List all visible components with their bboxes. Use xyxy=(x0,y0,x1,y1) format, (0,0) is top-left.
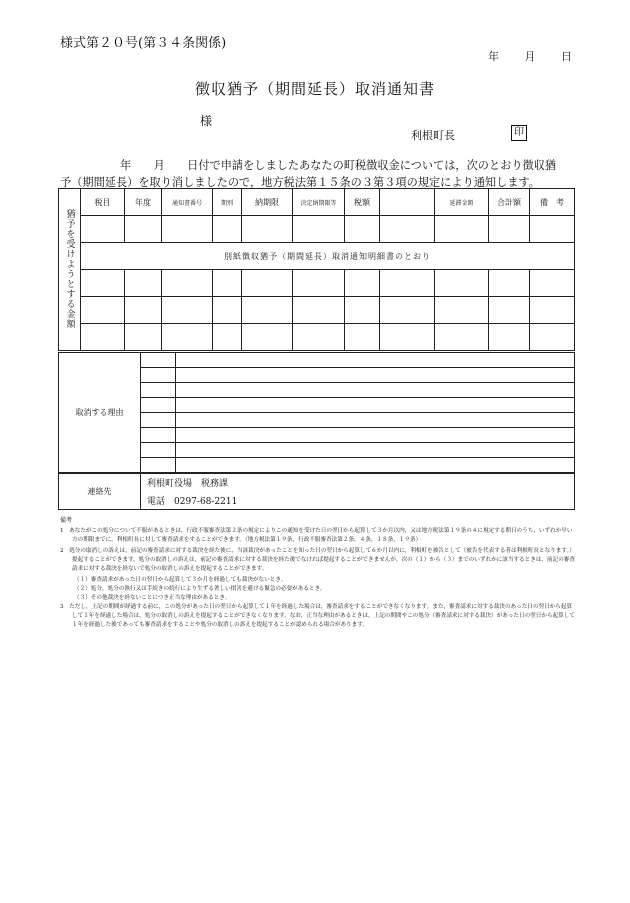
amount-cell[interactable] xyxy=(242,324,293,351)
reason-index-cell xyxy=(141,398,176,413)
amount-cell[interactable] xyxy=(489,324,530,351)
amount-cell[interactable] xyxy=(345,297,380,324)
amount-cell[interactable] xyxy=(380,216,435,243)
reason-index-cell xyxy=(141,353,176,368)
amount-cell[interactable] xyxy=(213,270,242,297)
header-tax-amount: 税額 xyxy=(345,189,380,216)
reason-index-cell xyxy=(141,413,176,428)
header-due-date: 納期限 xyxy=(242,189,293,216)
amount-row-merged xyxy=(59,243,575,270)
amount-cell[interactable] xyxy=(162,324,213,351)
issuer-name: 利根町長 xyxy=(411,129,455,142)
amount-cell[interactable] xyxy=(242,297,293,324)
amount-cell[interactable] xyxy=(530,270,575,297)
reason-text-cell[interactable] xyxy=(176,368,575,383)
amount-cell[interactable] xyxy=(162,270,213,297)
amount-row xyxy=(59,216,575,243)
header-total: 合計額 xyxy=(489,189,530,216)
note-item-2: 2 処分の取消しの訴えは，前記の審査請求に対する裁決を経た後に，当該裁決があったことを知った日の翌日から起算して６か月以内に，利根町を被告として（被告を代表する者は利根町長となります。）提起することができます。処分の取消しの訴えは，前記の審査請求に対する裁決を経た後でなければ提起することができませんが，次の（１）から（３）までのいずれかに該当するときは，前記の審査請求に対する裁決を経ないで処分の取消しの訴えを提起することができます。 xyxy=(60,548,575,572)
amount-cell[interactable] xyxy=(125,270,162,297)
header-remarks: 備 考 xyxy=(530,189,575,216)
amount-cell[interactable] xyxy=(81,324,125,351)
amount-cell[interactable] xyxy=(81,297,125,324)
notes-section xyxy=(60,516,576,632)
amount-cell[interactable] xyxy=(125,324,162,351)
note-subitem-1: （１）審査請求があった日の翌日から起算して３か月を経過しても裁決がないとき。 xyxy=(74,577,287,583)
amount-side-label-cell xyxy=(59,189,81,351)
amount-cell[interactable] xyxy=(213,216,242,243)
reason-index-cell xyxy=(141,368,176,383)
reason-index-cell xyxy=(141,443,176,458)
amount-cell[interactable] xyxy=(489,297,530,324)
header-installment: 期別 xyxy=(213,189,242,216)
amount-table xyxy=(58,188,575,351)
amount-row xyxy=(59,297,575,324)
header-tax-item: 税目 xyxy=(81,189,125,216)
amount-row xyxy=(59,270,575,297)
amount-row xyxy=(59,324,575,351)
amount-cell[interactable] xyxy=(125,297,162,324)
amount-cell[interactable] xyxy=(530,297,575,324)
contact-label: 連絡先 xyxy=(59,474,141,510)
header-blank xyxy=(380,189,435,216)
amount-cell[interactable] xyxy=(380,324,435,351)
reason-table xyxy=(58,352,575,473)
header-notice-number: 通知書番号 xyxy=(162,189,213,216)
amount-cell[interactable] xyxy=(380,270,435,297)
amount-cell[interactable] xyxy=(435,270,489,297)
note-item-3: 3 ただし，上記の期間が経過する前に，この処分があった日の翌日から起算して１年を経過した場合は，審査請求をすることができなくなります。また，審査請求に対する裁決のあった日の翌日から起算して１年を経過した場合は，処分の取消しの訴えを提起することができなくなります。なお，正当な理由があるときは，上記の期間やこの処分（審査請求に対する裁決）があった日の翌日から起算して１年を経過した後であっても審査請求をすることや処分の取消しの訴えを提起することが認められる場合があります。 xyxy=(60,604,575,628)
amount-cell[interactable] xyxy=(242,216,293,243)
reason-text-cell[interactable] xyxy=(176,443,575,458)
amount-side-label: 猶予を受けようとする金額 xyxy=(64,208,75,329)
header-late-fee: 延滞金額 xyxy=(435,189,489,216)
amount-cell[interactable] xyxy=(345,324,380,351)
reason-label: 取消する理由 xyxy=(59,353,141,473)
reason-text-cell[interactable] xyxy=(176,398,575,413)
amount-cell[interactable] xyxy=(489,216,530,243)
form-number: 様式第２０号(第３４条関係) xyxy=(60,36,227,51)
amount-cell[interactable] xyxy=(293,216,345,243)
reason-text-cell[interactable] xyxy=(176,458,575,473)
note-subitem-2: （２）処分，処分の執行又は手続きの続行により生ずる著しい損害を避ける緊急の必要があるとき。 xyxy=(74,586,326,592)
detail-reference-note: 別紙徴収猶予（期間延長）取消通知明細書のとおり xyxy=(81,243,575,270)
document-title: 徴収猶予（期間延長）取消通知書 xyxy=(194,80,435,98)
amount-cell[interactable] xyxy=(293,297,345,324)
contact-table xyxy=(58,473,575,510)
amount-cell[interactable] xyxy=(81,216,125,243)
amount-cell[interactable] xyxy=(435,297,489,324)
amount-cell[interactable] xyxy=(162,297,213,324)
amount-cell[interactable] xyxy=(162,216,213,243)
amount-cell[interactable] xyxy=(125,216,162,243)
notice-body xyxy=(60,157,575,191)
reason-index-cell xyxy=(141,458,176,473)
amount-cell[interactable] xyxy=(213,297,242,324)
amount-cell[interactable] xyxy=(293,324,345,351)
contact-office: 利根町役場 税務課 xyxy=(141,474,575,492)
contact-phone: 電話 0297-68-2211 xyxy=(141,492,575,510)
reason-text-cell[interactable] xyxy=(176,353,575,368)
header-decided-due-date: 決定納期限等 xyxy=(293,189,345,216)
amount-cell[interactable] xyxy=(345,216,380,243)
amount-cell[interactable] xyxy=(380,297,435,324)
amount-cell[interactable] xyxy=(435,216,489,243)
amount-cell[interactable] xyxy=(345,270,380,297)
reason-index-cell xyxy=(141,383,176,398)
header-fiscal-year: 年度 xyxy=(125,189,162,216)
amount-cell[interactable] xyxy=(293,270,345,297)
notes-heading: 備考 xyxy=(60,517,73,524)
amount-cell[interactable] xyxy=(81,270,125,297)
amount-cell[interactable] xyxy=(435,324,489,351)
addressee-honorific: 様 xyxy=(200,114,213,128)
issue-date-line: 年 月 日 xyxy=(488,50,572,63)
amount-cell[interactable] xyxy=(530,216,575,243)
amount-cell[interactable] xyxy=(489,270,530,297)
amount-cell[interactable] xyxy=(530,324,575,351)
reason-text-cell[interactable] xyxy=(176,383,575,398)
amount-cell[interactable] xyxy=(242,270,293,297)
notice-body-line-1: 年 月 日付で申請をしましたあなたの町税徴収金については，次のとおり徴収猶 xyxy=(120,159,557,172)
reason-text-cell[interactable] xyxy=(176,413,575,428)
note-item-1: 1 あなたがこの処分について不服があるときは，行政不服審査法第２条の規定によりこの通知を受けた日の翌日から起算して３か月以内，又は地方税法第１９条の４に規定する期日のうち，いずれか早い方の期限までに，利根町長に対して審査請求をすることができます。（地方税法第１９条，行政不服審査法第２条，４条，１８条，１９条） xyxy=(60,528,573,543)
notice-body-line-2: 予（期間延長）を取り消しましたので，地方税法第１５条の３第３項の規定により通知します。 xyxy=(60,176,540,189)
reason-text-cell[interactable] xyxy=(176,428,575,443)
note-subitem-3: （３）その他裁決を経ないことにつき正当な理由があるとき。 xyxy=(74,595,231,601)
reason-index-cell xyxy=(141,428,176,443)
amount-cell[interactable] xyxy=(213,324,242,351)
seal-stamp-box: 印 xyxy=(511,125,527,141)
